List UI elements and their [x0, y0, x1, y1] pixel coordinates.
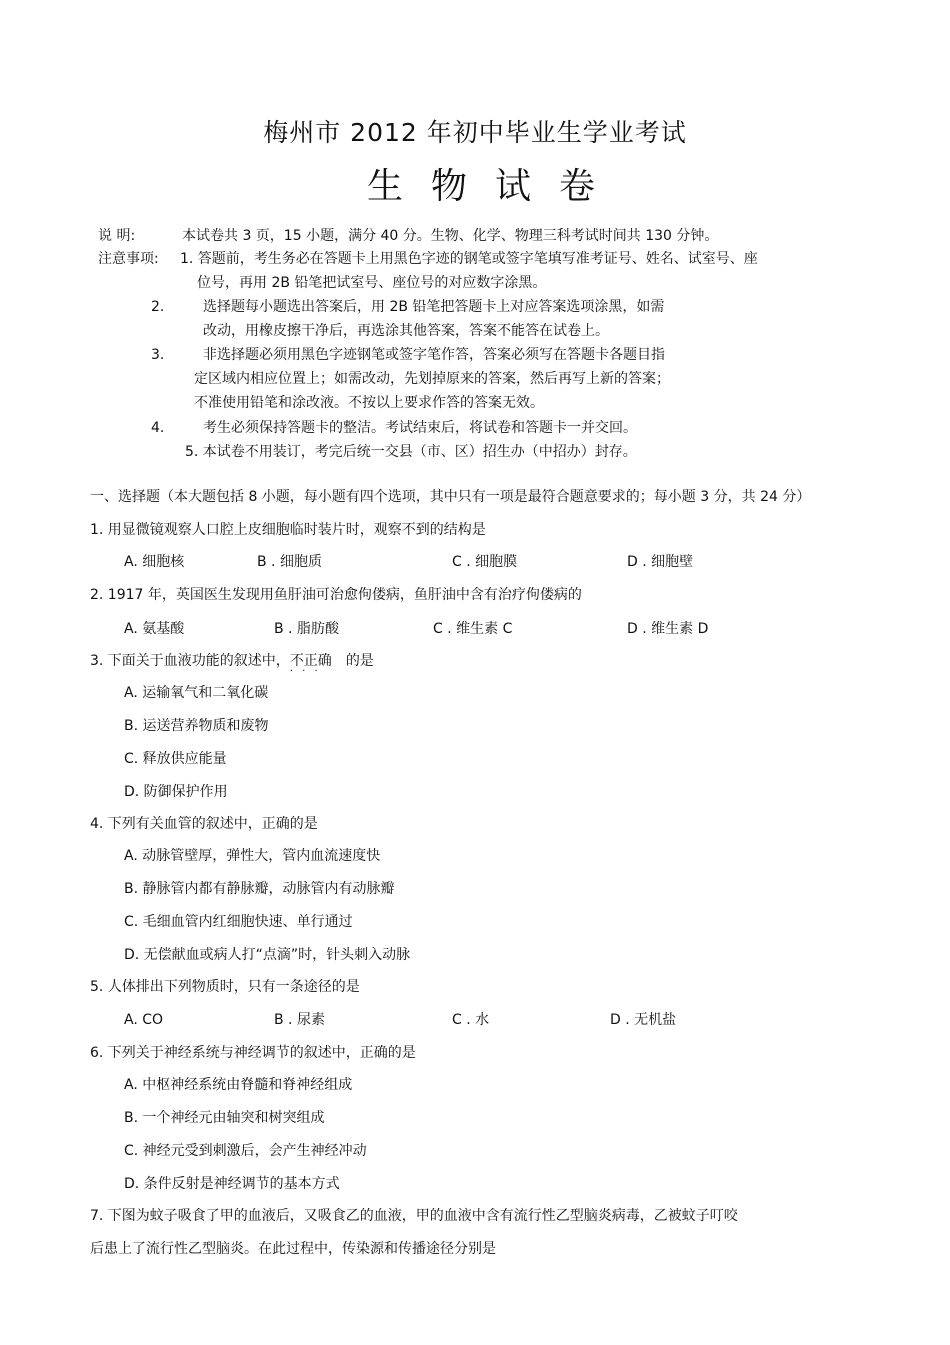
note-3-number: 3.	[151, 347, 165, 363]
question-2-option-d: D . 维生素 D	[627, 621, 709, 637]
question-3-option-d: D. 防御保护作用	[124, 784, 228, 800]
question-3-stem-end: 的是	[345, 653, 374, 669]
question-6-option-d: D. 条件反射是神经调节的基本方式	[124, 1176, 340, 1192]
question-4-stem: 4. 下列有关血管的叙述中，正确的是	[90, 816, 318, 832]
question-2-option-c: C . 维生素 C	[433, 621, 513, 637]
question-1-option-a: A. 细胞核	[124, 554, 185, 570]
question-4-option-c: C. 毛细血管内红细胞快速、单行通过	[124, 914, 353, 930]
question-3-emphasis: 不正确 · · ·	[290, 653, 332, 669]
attention-label: 注意事项:	[98, 251, 159, 267]
question-2-option-a: A. 氨基酸	[124, 621, 185, 637]
exam-subject-title: 生物试卷	[366, 166, 623, 207]
question-2-stem: 2. 1917 年，英国医生发现用鱼肝油可治愈佝偻病，鱼肝油中含有治疗佝偻病的	[90, 587, 582, 603]
question-6-option-b: B. 一个神经元由轴突和树突组成	[124, 1110, 325, 1126]
question-1-option-b: B . 细胞质	[257, 554, 322, 570]
question-5-option-d: D . 无机盐	[610, 1012, 677, 1028]
question-5-option-c: C . 水	[452, 1012, 490, 1028]
question-4-option-a: A. 动脉管壁厚，弹性大，管内血流速度快	[124, 848, 381, 864]
note-2-number: 2.	[151, 299, 165, 315]
explain-label: 说 明:	[98, 228, 136, 244]
note-2-line-2: 改动，用橡皮擦干净后，再选涂其他答案，答案不能答在试卷上。	[203, 323, 609, 339]
question-6-option-c: C. 神经元受到刺激后，会产生神经冲动	[124, 1143, 367, 1159]
question-7-stem-line-2: 后患上了流行性乙型脑炎。在此过程中，传染源和传播途径分别是	[90, 1241, 496, 1257]
section-heading: 一、选择题（本大题包括 8 小题，每小题有四个选项，其中只有一项是最符合题意要求的；每小题 3 分，共 24 分）	[90, 489, 811, 505]
note-3-line-3: 不准使用铅笔和涂改液。不按以上要求作答的答案无效。	[194, 395, 544, 411]
question-1-option-c: C . 细胞膜	[452, 554, 518, 570]
note-1-line-1: 1. 答题前，考生务必在答题卡上用黑色字迹的钢笔或签字笔填写准考证号、姓名、试室号、座	[180, 251, 758, 267]
note-4-number: 4.	[151, 420, 165, 436]
explain-text: 本试卷共 3 页，15 小题，满分 40 分。生物、化学、物理三科考试时间共 130 分钟。	[182, 228, 719, 244]
question-4-option-b: B. 静脉管内都有静脉瓣，动脉管内有动脉瓣	[124, 881, 395, 897]
note-2-line-1: 选择题每小题选出答案后，用 2B 铅笔把答题卡上对应答案选项涂黑，如需	[203, 299, 665, 315]
question-2-option-b: B . 脂肪酸	[274, 621, 339, 637]
question-7-stem: 7. 下图为蚊子吸食了甲的血液后，又吸食乙的血液，甲的血液中含有流行性乙型脑炎病毒，乙被蚊子叮咬	[90, 1208, 738, 1224]
question-6-option-a: A. 中枢神经系统由脊髓和脊神经组成	[124, 1077, 353, 1093]
question-5-option-b: B . 尿素	[274, 1012, 325, 1028]
question-3-stem-start: 3. 下面关于血液功能的叙述中，	[90, 653, 290, 669]
exam-title: 梅州市 2012 年初中毕业生学业考试	[263, 118, 687, 147]
question-5-stem: 5. 人体排出下列物质时，只有一条途径的是	[90, 979, 360, 995]
note-3-line-1: 非选择题必须用黑色字迹钢笔或签字笔作答，答案必须写在答题卡各题目指	[203, 347, 665, 363]
note-4-line-1: 考生必须保持答题卡的整洁。考试结束后，将试卷和答题卡一并交回。	[203, 420, 637, 436]
question-5-option-a: A. CO	[124, 1012, 164, 1028]
question-6-stem: 6. 下列关于神经系统与神经调节的叙述中，正确的是	[90, 1045, 416, 1061]
note-1-line-2: 位号，再用 2B 铅笔把试室号、座位号的对应数字涂黑。	[197, 275, 547, 291]
question-4-option-d: D. 无偿献血或病人打“点滴”时，针头刺入动脉	[124, 947, 411, 963]
question-3-stem	[90, 652, 374, 670]
question-1-stem: 1. 用显微镜观察人口腔上皮细胞临时装片时，观察不到的结构是	[90, 522, 486, 538]
question-3-option-a: A. 运输氧气和二氧化碳	[124, 685, 269, 701]
question-3-option-c: C. 释放供应能量	[124, 751, 227, 767]
note-5-line-1: 5. 本试卷不用装订，考完后统一交县（市、区）招生办（中招办）封存。	[185, 444, 637, 460]
question-1-option-d: D . 细胞壁	[627, 554, 694, 570]
question-3-option-b: B. 运送营养物质和废物	[124, 718, 269, 734]
note-3-line-2: 定区域内相应位置上；如需改动，先划掉原来的答案，然后再写上新的答案；	[194, 371, 670, 387]
